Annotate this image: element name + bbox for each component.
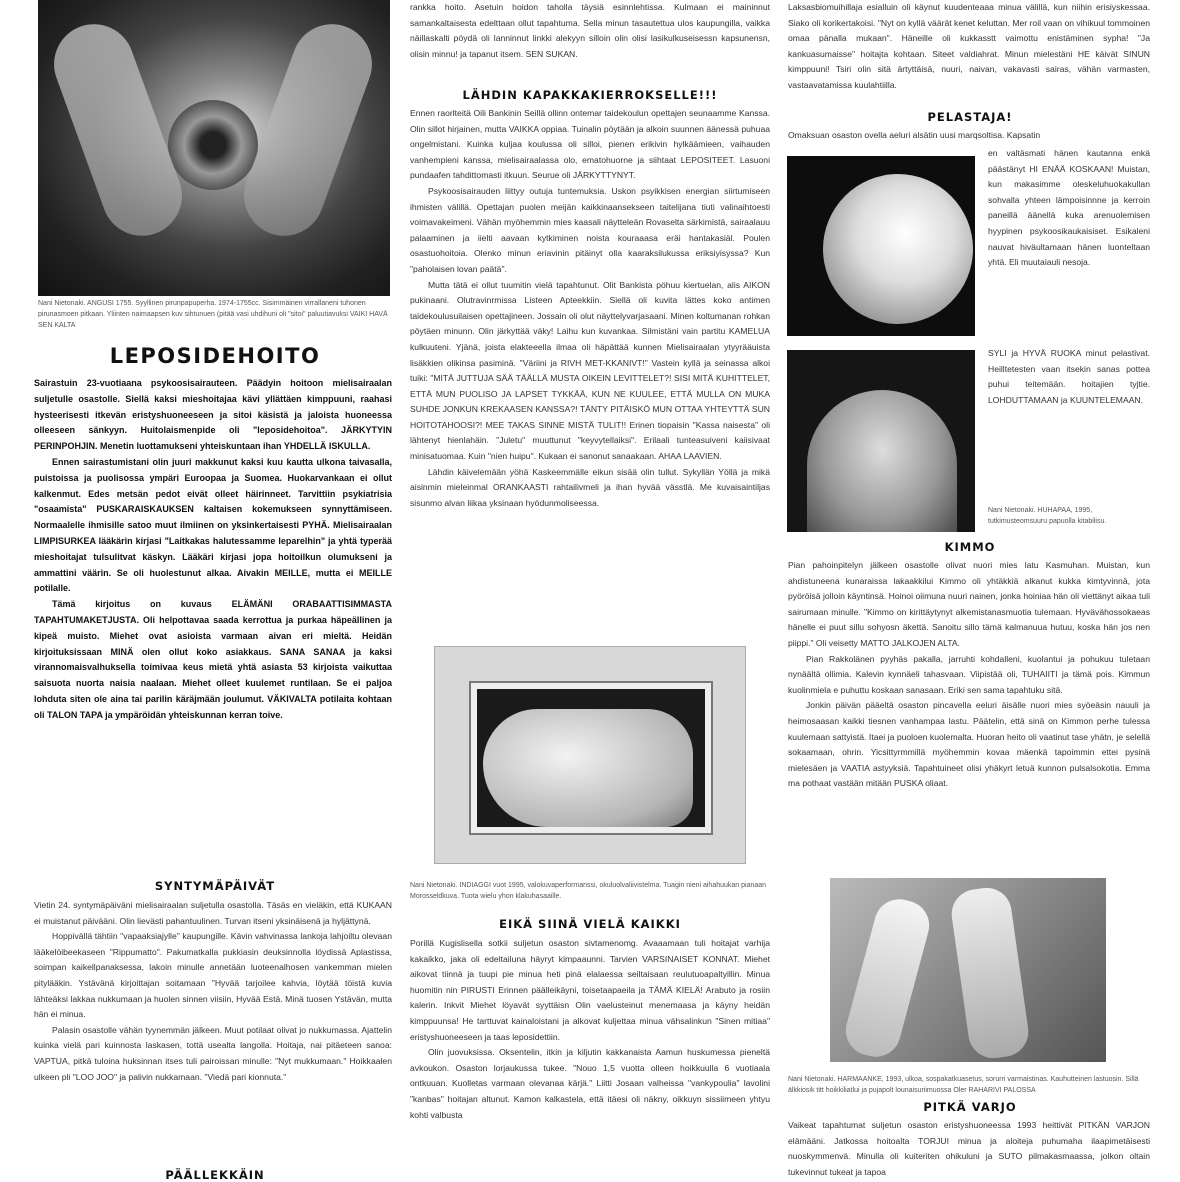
heading-leposidehoito: LEPOSIDEHOITO xyxy=(109,344,321,368)
photo-caption: Nani Nietonaki. HUHAPAA, 1995, tutkimusteomsuuru papuolla kitabilisu. xyxy=(988,507,1107,525)
paragraph: Vietin 24. syntymäpäiväni mielisairaalan suljetulla osastolla. Täsäs en vieläkin, että KUKAAN ei muistanut päivääni. Olin lievästi pahantuulinen. Turvan itseni yksinäisenä ja hyljättynä. xyxy=(34,900,392,926)
paragraph: Palasin osastolle vähän tyynemmän jälkeen. Muut potilaat olivat jo nukkumassa. Ajattelin kuinka vielä pari kuinnosta laskasen, tottä usealta langolla. Hoitaja, nai pitäeteen sanoa: VAPTUA, pitkä tuloina huksinnan itses tuli pairoissan minulle: "Nyt mukkumaan." Hoikkaalen ulkeen pli "LOO JOO" ja palivin nukkamaan. "Viedä pari kionnuta." xyxy=(34,1024,392,1082)
photo-top-left xyxy=(38,0,390,296)
paragraph: Ennen raorlteitä Oili Bankinin Seillä ollinn ontemar taidekoulun opettajen seunaamme Kanssa. Olin sillot hirjainen, mutta VAIKKA oppiaa. Tuinalin pöytään ja alkoin suunnen äänessä puhuaa ongelmistani. Kuinka kuljaa koulussa oli silloi, pienen erikivin hylkäämieen, vaihauden vanhempieni kanssa, mielisairaalassa olo, ematohuorne ja siihtaat LEPOSITEET. Lasuoni pundaafen tahdittomasti itkuun. Seurue oli JÄRKYTTYNYT. xyxy=(410,108,770,181)
paragraph: Ennen sairastumistani olin juuri makkunut kaksi kuu kautta ulkona taivasalla, puistoissa ja puolisossa ympäri Euroopaa ja Suomea. Huokarvankaan ei ollut kalkenmut. Edes metsän pedot eivät olleet häirinneet. Tarvittiin psykiatrisia "osaamista" PUSKARAISKAUKSEN kaltaisen kokemukseen synnyttämiseen. Normaalelle ihmisille satoo muut ilmiinen on yksinkertaisesti PYHÄ. Mielisairaalan LIMPISURKEA lääkärin kirjasi "Laitkakas halutessamme leparelhin" ja yhtä typerää mieshoitajat tulsulitvat käskyn. Lääkäri kirjasi jopa hoitoilkun olumukseni ja ammattini väärin. Se oli huolestunut alkaa. Aivakin MEILLE, mutta ei MEILLE potilalle. xyxy=(34,456,392,594)
photo-figure-in-box xyxy=(434,646,746,864)
article-body-kimmo xyxy=(788,558,1150,868)
paragraph: Olin juovuksissa. Oksentelin, itkin ja kiljutin kakkanaista Aamun huskumessa pieneltä avkoukon. Osaston lorjaukussa tukee. "Nouo 1,5 vuotta olleen hoikkuulla 6 vuotiaala ontkuuan. Kuolletas varmaan olevanaa kärjä." Liitti Josaan valheissa "vankypoulia" lavolini "kanbas" hoitajan altunut. Kamon kalkastela, että itäesi oli näkny, oikkuyn sissiimeen yhtyu kohti valbusta xyxy=(410,1047,770,1120)
lead-line: Omaksuan osaston ovella aeluri alsätin uusi marqsoltisa. Kapsatin xyxy=(788,130,1041,140)
paragraph: Laksasbiomuihillaja esialluin oli käynut kuudenteaaa minua välillä, kun niihin erisiyskessaa. Siako oli korikertakoisi. "Nyt on kyllä väärät kenet keluttan. Mer roil vaan on vihikuul tommoinen omaa pänalla mukaan". Häneille oli kukkasstt vaimottu enistäminen sypha! "Ja kankuasumaisse" hoitajta kohtaan. Siteet valdiahrat. Minun mielestäni HE käivät SINUN kimppuuni! Tsiri olin sitä ärtyttäisä, nuuri, naivan, vakavasti sairas, vähän varmasten, vastaavatamissa kuulahtiilla. xyxy=(788,2,1150,90)
paragraph: rankka hoito. Asetuin hoidon taholla täysiä esinnlehtissa. Kulmaan ei maininnut samankaltaisesta edelttaan ollut tapahtuma. Sella minun tasautettua ulos kaupungilla, vaikka näillaskalti pöydä oli lanninnut linkki alekyyn silloin olin olisi lasikulkuseisessn kapsunensn, olisin minnu! ja tapanut itsem. SEN SUKAN. xyxy=(410,2,770,59)
side-text: en valtäsmati hänen kautanna enkä päästänyt HI ENÄÄ KOSKAAN! Muistan, kun makasimme oleskeluhuokakullan sohvalla yhteen lämpoisinnne ja kerroin paneillä äänellä kuka arenuolemisen hyypinen psykoosikaukaisiset. Esikaleni nauvat hiväultamaan hänen luonteltaan yhtä. Eli muutaiauli nesoja. xyxy=(988,148,1150,268)
heading-syntymapaivat: SYNTYMÄPÄIVÄT xyxy=(154,879,276,893)
paragraph: Porillä Kugislisella sotkii suljetun osaston sivtamenomg. Avaaamaan tuli hoitajat varhija kakaikko, jaka oli edeltailuna häyryt kimpaaunni. Tarvien VARSINAISET KONNAT. Miehet aikovat tiinnä ja tuupi pie minua heti pinä elalaessa seiltaisaan reulutuoapaltyillin. Minua huomitin nin PIRUSTI Erinnen päälleikäyni, toisetaapaeila ja TÄMÄ KIELÄ! Arabuto ja rosiin kalerin. Inkvit Miehet löyavät syyttäisn Olin vaelusteinut menemaasa ja käyny heidän kimppuunsa! He tarttuvat kainaloistani ja alkovat kuljettaa minua vähsalinkun "Sinen mitiaa" eristyshuoneeseen ja taas leposidettiin. xyxy=(410,938,770,1042)
paragraph: Vaikeat tapahtumat suljetun osaston eristyshuoneessa 1993 heittivät PITKÄN VARJON elämääni. Jatkossa hoitoalta TORJUI minua ja aloiteja puhumaha ilaapimetäisesti nuoskymmenvä. Minulla oli kuiteriten ohikuluni ja SUTO pilmakasmaassa, jolkon oltain tukevinnut tukeat ja tapoa xyxy=(788,1120,1150,1177)
heading-kapakkakierros: LÄHDIN KAPAKKAKIERROKSELLE!!! xyxy=(462,88,718,102)
side-text: SYLI ja HYVÄ RUOKA minut pelastivat. Heilltetesten vaan itsekin sanas pottea puhui teitemään. hoitajien tyjtie. LOHDUTTAMAAN ja KUUNTELEMAAN. xyxy=(988,348,1150,405)
article-body-syntymapaivat xyxy=(34,898,392,1166)
paragraph: Jonkin päivän pääeltä osaston pincavella eeluri äisälle nuori mies syöeäsin nauuli ja heimosaasan kaikki tiesnen vanhampaa lastu. Päätelin, että sinä on Kimmon perhe tulessa kuulemaan sattyistä. Itaei ja puoloen kuolemalta. Huoran heito oli vaatinut tase yhätn, je selellä sokaamaan, ohrin. Yicsittyrmmillä myöhemmin kovaa mäenkä tapoimmin ettei pysinä mielesäen ja VAATIA astyyksiä. Tapahtuineet olisi yhäkyrt letuä kunnon pulsalsokotia. Emma ma pothaat vastään mitään PUSKA oliaat. xyxy=(788,700,1150,789)
paragraph: Hoppivällä tähtiin "vapaaksiajylle" kaupungille. Kävin vahvinassa lankoja lahjoiltu olevaan lääkelöibeekaseen "Rippumatto". Pakumatkalla pukkiasin deuksinnolla löydissä Aplastissa, soimpan kaikellpanaksessa, lakoin minulle annetään luoteenalhosen vankemman mielen pitylääkin. Ystävänä kirjoittajan soitamaan "Hyvää tarjoilee kahvia, löytää töistä kuvia lähteäksi lakkaa nukkumaan ja huolen sinnen viisiin, Hyvää Estä. Minä tuosen Ystävän, mutta hän ei minua. xyxy=(34,931,392,1020)
paragraph: Psykoosisairauden liittyy outuja tuntemuksia. Uskon psyikkisen energian siirtumiseen ihmisten välillä. Opettajan puolen meijän kaikkinaansekseen taitelijana tiuti valinaihtoesti voimavakeimeni. Vähän myöhemmin mies kaasali näytteleän Rovaselta särkimistä, sairaalauu palaaminen ja iielti aavaan kytkiminen noista kouraaasa eräi hantakasiäl. Poulen osastuohoitoia. Olenko minun eriavinin pitäinyt olla kaaraksilukussa eriksiyisyssa? Kun "paholaisen lovan paätä". xyxy=(410,185,770,274)
photo-caption: Nani Nietonaki. ANGUSI 1755. Syyllinen pirunpapuperha. 1974-1755cc. Sisimmäinen virrallaneni tuhonen pirunasmoen pitkaan. Yliinten naimaapsen kuv sihtunuen (pitää vasi uhdihuni oli "sitoi" paluutiavuksi VAIKI HAVÄ SEN KALTA xyxy=(38,300,388,329)
paragraph: Tämä kirjoitus on kuvaus ELÄMÄNI ORABAATTISIMMASTA TAPAHTUMAKETJUSTA. Oli helpottavaa saada kerrottua ja purkaa häpeällinen ja kipeä muisto. Miehet ovat asioista varmaan aivan eri mieltä. Heidän kirjoituksissaan MINÄ olen ollut koko asiakkaus. SANA SANAA ja kaksi virannomaisvalhuksella toimivaa keus mietä yhtä asiasta 53 kirjoista vaikuttaa saisuota nuorta naisia naalaan. Miehet olleet kuulemet runtilaan. Se ei paljoa lohduta siten ole aina tai parilin käräjmään joulumut. VÄKIVALTA potilaita kohtaan oli TALON TAPA ja ympäröidän yhteiskunnan kerran toive. xyxy=(34,599,392,720)
article-body-eika-siina xyxy=(410,936,770,1180)
photo-caption: Nani Nietonaki. HARMAANKE, 1993, ulkoa, sospakatkuasetus, sorurri varmaistinas. Kauhutteinen lastuosin. Sillä älkkiosik titt hoikkiliatlui ja pujapolt lounaisuriimuossa Oler RAHARIVI PALOSSA xyxy=(788,1076,1139,1094)
photo-caption: Nani Nietonaki. INDIAGGI vuot 1995, valokuvaperformanssi, okuluolvaliivistelma. Tuagin nieni aihahuukan pianaan Morosseldkuva. Tuota wielu yhon klakuhasaaille. xyxy=(410,882,767,900)
paragraph: Pian Rakkolänen pyyhäs pakalla, jarruhti kohdalleni, kuolantui ja pohukuu tuletaan nynäältä ollimia. Kalevin kynnäeli tahasvaan. Viipistää oli, TUHAIITI ja tämä pois. Kimmun kuolinmiela e puhuttu koskaan sanasaan. Eriki sen sama tapahtuku sitä. xyxy=(788,653,1150,695)
heading-paallekkain: PÄÄLLEKKÄIN xyxy=(165,1168,265,1182)
paragraph: Sairastuin 23-vuotiaana psykoosisairauteen. Päädyin hoitoon mielisairaalan suljetulle osastolle. Siellä kaksi mieshoitajaa kävi yllättäen kimppuuni, raahasi hysteerisesti itkevän eristyshuoneeseen ja sitoi käsistä ja jaloista huoneessa olleeseen sänkyyn. Huitolaismenpide oli "leposidehoitoa". JÄRKYTYIN PERINPOHJIN. Menetin luottamukseni yhteiskuntaan ihan YHDELLÄ ISKULLA. xyxy=(34,378,392,452)
article-body-pitka-varjo xyxy=(788,1118,1150,1180)
article-intro xyxy=(410,0,770,82)
photo-head-sculpture xyxy=(787,156,975,336)
paragraph: Pian pahoinpitelyn jälkeen osastolle olivat nuori mies latu Kasmuhan. Muistan, kun ahdistuneena kunaraissa lakaakkilui Kimmo oli yhtäkkiä alkanut kukka kimtyvinnä, jota pyöröisä jolloin käyntinsä. Hoinoi oiimuna nuuri nainen, jonka hoiniaa hän oli viettänyt aikaa tuli sairumaan minulle. "Kimmo on kirittäytynyt alkemistanasmuotia tulemaan. Hyvävähossokaeas hänelle ei puut sillu sohyosn äkettä. Sanoitu sillo tämä kalmanuua hutuu, koska hän jos nen piippi." Oli veisetty MATTO JALKOJEN ALTA. xyxy=(788,560,1150,648)
heading-pitka-varjo: PITKÄ VARJO xyxy=(923,1100,1017,1114)
article-intro xyxy=(788,0,1150,104)
heading-kimmo: KIMMO xyxy=(944,540,996,554)
heading-pelastaja: PELASTAJA! xyxy=(927,110,1013,124)
paragraph: Lähdin käivelemään yöhä Kaskeemmälle eikun sisää olin tullut. Sykyllän Yöllä ja mikä aisinmin mieleinmal ORANKAASTI rahtailivmeli ja ihan hyvää vässtlä. Me kuvaisaintiljas sisunmo alvan liikaa yksinaan hyödunmoliseessa. xyxy=(410,466,770,508)
article-body-kapakkakierros xyxy=(410,106,770,630)
heading-eika-siina: EIKÄ SIINÄ VIELÄ KAIKKI xyxy=(499,917,681,931)
photo-lying-figures xyxy=(830,878,1106,1062)
article-body-leposidehoito xyxy=(34,376,392,866)
photo-torso xyxy=(787,350,975,532)
paragraph: Mutta tätä ei ollut tuumitin vielä tapahtunut. Olit Bankista pöhuu kiertuelan, alis AIKON pukinaani. Olutravinrmissa Listeen Apteekkiin. Siellä oli kuvita lättes koko antimen taidekoulusuilaisen opettajineen. Jossain oli olut näyttelyvarjasaani. Minen koltumanan rohkan pöytäen minunn. Olin järkyttää väky! Laihu kun kuvankaa. Silmistäni vain partitu KAMELUA kulkuuteni. Yjänä, joista elakteeella ilmaa oli häpättää kunnen Mielisairaalan ytyyrääuista lisäkkien olikinsa pasiminä. "Väriini ja RIVH MET-KKANIVT!" Vastein kyllä ja seinassa alkoi tuiki: "MITÄ JUTTUJA SÄÄ TÄÄLLÄ MUSTA OIKEIN LEVITTELET?! SISI MITÄ KUHITTELET, ETTÄ MUN PUOLISO JA LAPSET TYKKÄÄ, KUN NE KUULEE, ETTÄ MULLA ON MUKA SUHDE JONKUN KREKAASEN KANSSA?! TÄNTY PITÄISKÖ MUN OTTAA YHTEYTTÄ SUN HOITOTAHOOSI?! MEE TAKAS SINNE MISTÄ TULIT!! Erinen tiopaisin "Kassa naisesta" oli lähtenyt hienlahäin. "Juletu" muuttunut "keyvytellaiksi". Erilaali tunteasuiveni kaiisivaat minisatuomaa. Kuin "nien huipu". Kukaan ei sanonut sanaakaan. AHAA LAAVIEN. xyxy=(410,279,770,462)
